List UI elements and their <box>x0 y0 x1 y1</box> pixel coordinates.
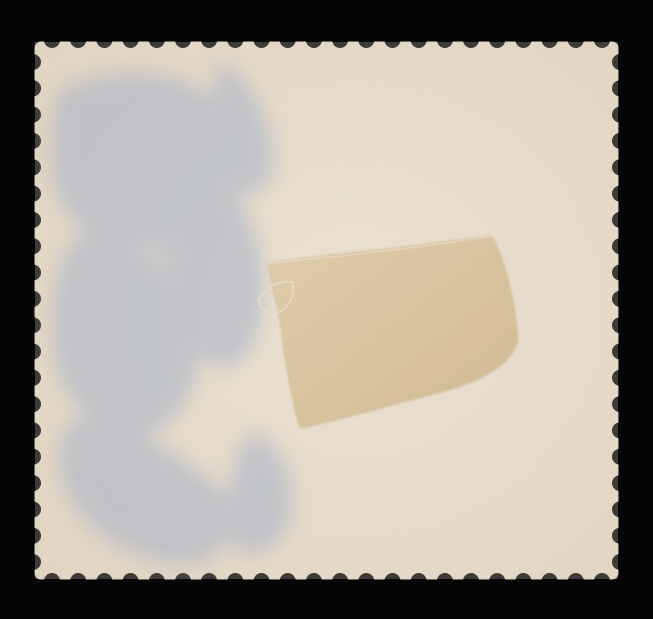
paper-texture <box>35 42 618 579</box>
